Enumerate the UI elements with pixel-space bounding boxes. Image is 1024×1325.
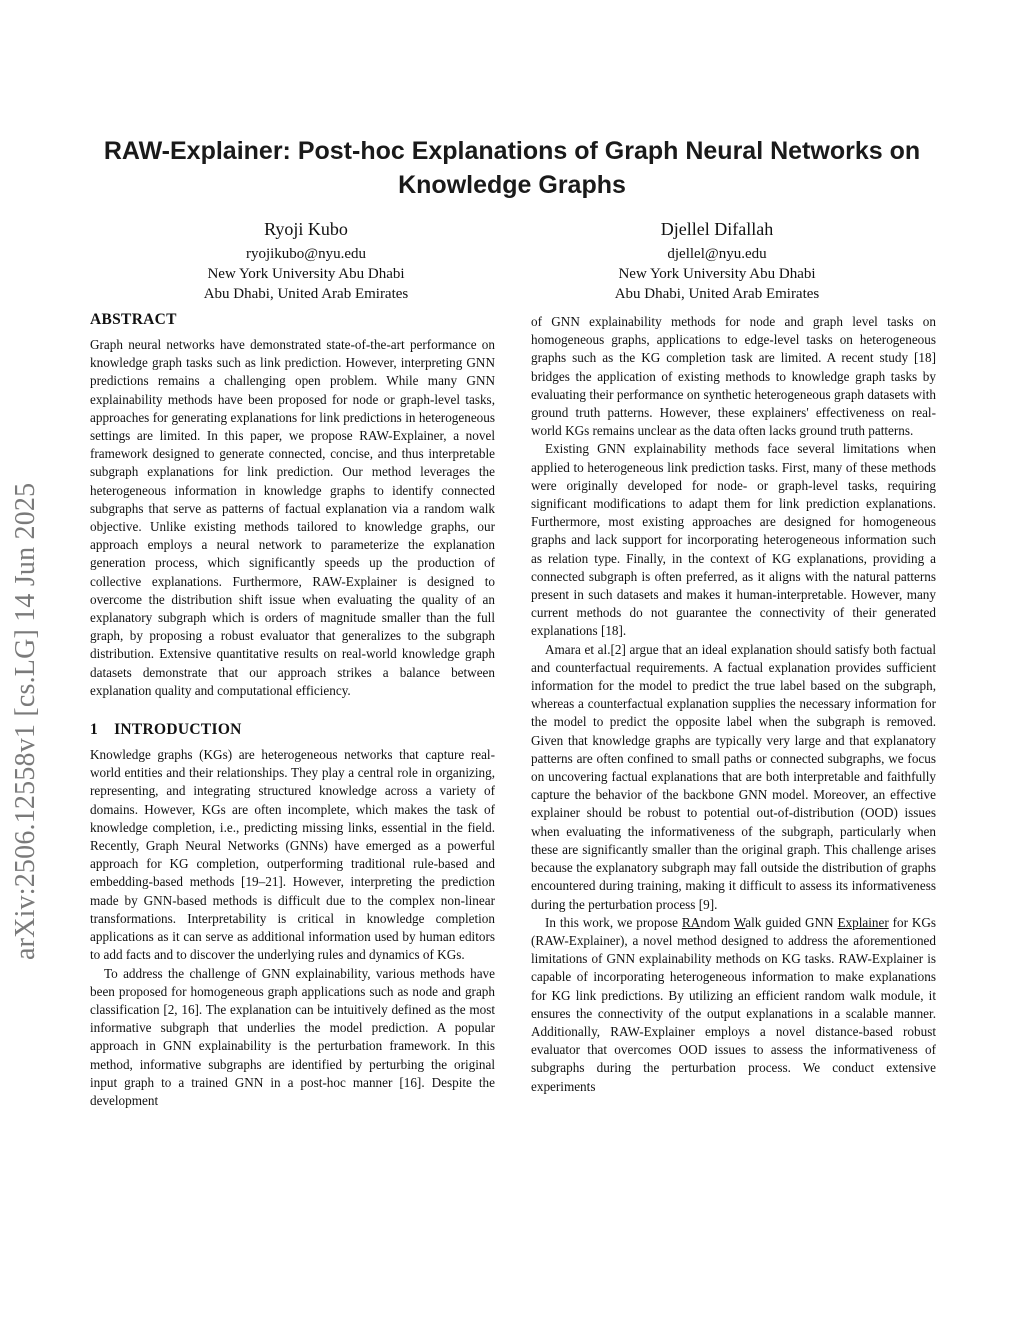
p6-text-pre: In this work, we propose	[545, 914, 682, 930]
author-affiliation: New York University Abu Dhabi	[618, 266, 816, 282]
acronym-word-explainer: Explainer	[837, 914, 889, 930]
intro-paragraph-4: Existing GNN explainability methods face several limitations when applied to heterogeneous link prediction tasks. First, many of these methods were originally developed for node- or graph-level tasks, requiring significant modifications to adapt them for link prediction explanations. Furthermore, most existing approaches are designed for homogeneous graphs and lack support for incorporating heterogeneous information such as relation type. Finally, in the context of KG explanations, providing a connected subgraph is often preferred, as it aligns with the natural patterns present in such datasets and makes it human-interpretable. However, many current methods do not guarantee the connectivity of their generated explanations [18].	[531, 441, 936, 639]
intro-paragraph-5: Amara et al.[2] argue that an ideal explanation should satisfy both factual and counterfactual requirements. A factual explanation provides sufficient information for the model to predict the true label based on the subgraph, whereas a counterfactual explanation supplies the necessary information for the model to predict the opposite label when the subgraph is removed. Given that knowledge graphs are typically very large and that explanatory patterns are often confined to small paths or connected subgraphs, we focus on uncovering factual explanations that are both interpretable and faithfully capture the behavior of the backbone GNN model. Moreover, an effective explainer should be robust to potential out-of-distribution (OOD) issues when evaluating the informativeness of the subgraph, particularly when these are significantly smaller than the original graph. This challenge arises because the explanatory subgraph may fall outside the distribution of graphs encountered during training, making it difficult to assess its informativeness during the perturbation process [9].	[531, 641, 936, 912]
right-column	[531, 313, 936, 1096]
paper-title: RAW-Explainer: Post-hoc Explanations of Graph Neural Networks on Knowledge Graphs	[103, 137, 921, 199]
author-affiliation: New York University Abu Dhabi	[207, 266, 405, 282]
intro-paragraph-3: of GNN explainability methods for node and graph level tasks on homogeneous graphs, applications to edge-level tasks on heterogeneous graphs such as the KG completion task are limited. A recent study [18] bridges the application of existing methods to knowledge graph tasks by evaluating their performance on synthetic heterogeneous graph datasets with ground truth patterns. However, these explainers' effectiveness on real-world KGs remains unclear as the data often lacks ground truth patterns.	[531, 314, 936, 439]
author-email[interactable]: ryojikubo@nyu.edu	[245, 246, 367, 262]
author-email[interactable]: djellel@nyu.edu	[667, 246, 767, 262]
p6-text-ndom: ndom	[700, 914, 734, 930]
acronym-letters-ra: RA	[681, 914, 701, 930]
intro-paragraph-2: To address the challenge of GNN explainability, various methods have been proposed for homogeneous graph applications such as node and graph classification [2, 16]. The explanation can be intuitively defined as the most informative subgraph that underlies the model prediction. A popular approach in GNN explainability is the perturbation framework. In this method, informative subgraphs are identified by perturbing the original input graph to a trained GNN in a post-hoc manner [16]. Despite the development	[90, 965, 495, 1108]
abstract-text: Graph neural networks have demonstrated state-of-the-art performance on knowledge graph tasks such as link prediction. However, interpreting GNN predictions remains a challenging open problem. While many GNN explainability methods have been proposed for node or graph-level tasks, approaches for generating explanations for link predictions in heterogeneous settings are limited. In this paper, we propose RAW-Explainer, a novel framework designed to generate connected, concise, and thus interpretable subgraph explanations for link prediction. Our method leverages the heterogeneous information in knowledge graphs to identify connected subgraphs that serve as patterns of factual explanation via a random walk objective. Unlike existing methods tailored to knowledge graphs, our approach employs a neural network to parameterize the explanation generation process, which significantly speeds up the production of collective explanations. Furthermore, RAW-Explainer is designed to overcome the distribution shift issue when evaluating the quality of an explanatory subgraph which is orders of magnitude smaller than the full graph, by proposing a robust evaluator that generalizes to the subgraph distribution. Extensive quantitative results on real-world knowledge graph datasets demonstrate that our approach strikes a balance between explanation quality and computational efficiency.	[90, 337, 495, 698]
p6-text-post: for KGs (RAW-Explainer), a novel method designed to address the aforementioned limitations of GNN explainability methods on KG tasks. RAW-Explainer is capable of incorporating heterogeneous information to make explanations for KG link predictions. By utilizing an efficient random walk module, it ensures the connectivity of the output explanations in a scalable manner. Additionally, RAW-Explainer employs a novel distance-based robust evaluator that overcomes OOD issues to assess the informativeness of subgraphs during the perturbation process. We conduct extensive experiments	[531, 914, 936, 1094]
author-name: Djellel Difallah	[660, 219, 774, 239]
p6-text-alk: alk guided GNN	[745, 914, 838, 930]
arxiv-identifier[interactable]: arXiv:2506.12558v1 [cs.LG] 14 Jun 2025	[10, 482, 41, 960]
section-number: 1	[90, 721, 99, 739]
abstract-heading: ABSTRACT	[90, 311, 177, 328]
author-block-1	[141, 216, 471, 304]
intro-paragraph-1: Knowledge graphs (KGs) are heterogeneous networks that capture real-world entities and their relationships. They play a central role in organizing, representing, and integrating structured knowledge across a variety of domains. However, KGs are often incomplete, which makes the task of knowledge completion, i.e., predicting missing links, essential in the field. Recently, Graph Neural Networks (GNNs) have emerged as a powerful approach for KG completion, outperforming traditional rule-based and embedding-based methods [19–21]. However, interpreting the prediction made by GNN-based methods is difficult due to the complex non-linear transformations. Interpretability is critical in knowledge completion applications as it can serve as additional information used by human editors to add facts and to discover the underlying rules and dynamics of KGs.	[90, 747, 495, 963]
author-location: Abu Dhabi, United Arab Emirates	[614, 286, 820, 302]
author-block-2	[552, 216, 882, 304]
author-name: Ryoji Kubo	[264, 219, 348, 239]
section-title: INTRODUCTION	[114, 721, 242, 739]
intro-paragraph-6	[531, 914, 936, 1096]
introduction-heading	[90, 720, 495, 740]
author-location: Abu Dhabi, United Arab Emirates	[203, 286, 409, 302]
acronym-letter-w: W	[733, 914, 746, 930]
left-column	[90, 310, 495, 1110]
